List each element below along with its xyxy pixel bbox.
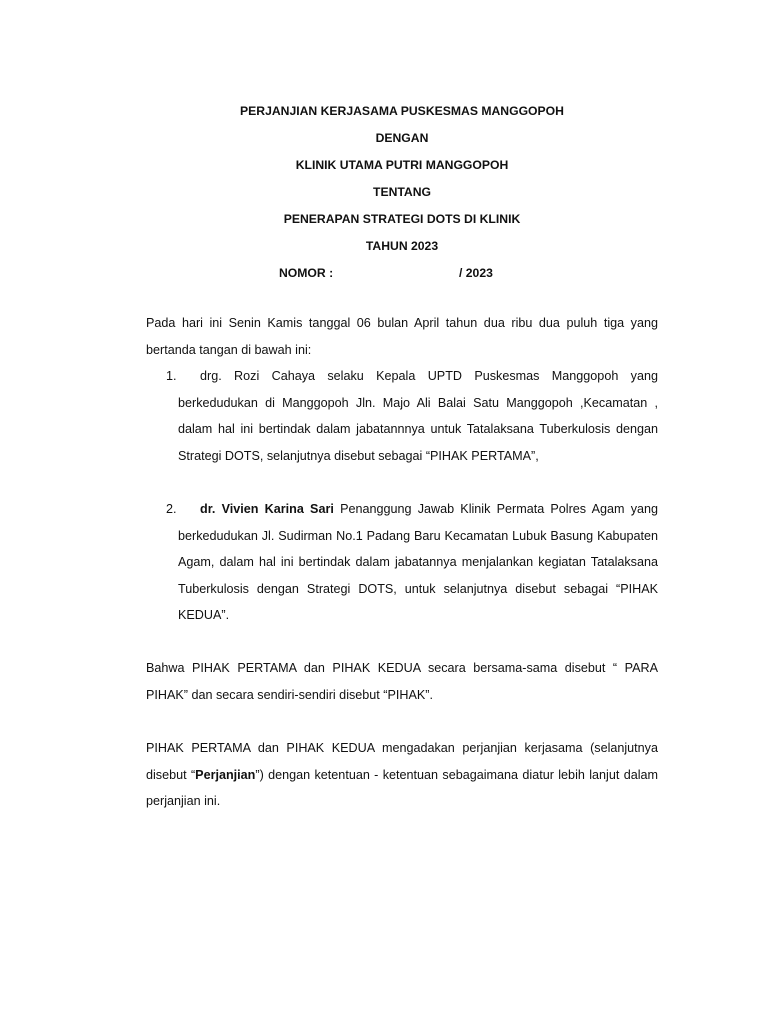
title-line-1: PERJANJIAN KERJASAMA PUSKESMAS MANGGOPOH (240, 104, 564, 118)
closing-text-after: ”) dengan ketentuan - ketentuan sebagaimana diatur lebih lanjut dalam perjanjian ini. (146, 767, 658, 809)
party-text (178, 496, 658, 629)
intro-paragraph: Pada hari ini Senin Kamis tanggal 06 bulan April tahun dua ribu dua puluh tiga yang bertanda tangan di bawah ini: (146, 316, 658, 357)
nomor-label: NOMOR : (279, 266, 334, 280)
title-line-5: PENERAPAN STRATEGI DOTS DI KLINIK (283, 212, 521, 226)
party-number: 1. (166, 369, 177, 383)
title-line-4: TENTANG (373, 185, 431, 199)
party-name: dr. Vivien Karina Sari (200, 502, 334, 516)
closing-text-before: PIHAK PERTAMA dan PIHAK KEDUA mengadakan perjanjian kerjasama (selanjutnya disebut “ (146, 741, 658, 782)
title-line-2: DENGAN (375, 131, 429, 145)
party-description: Penanggung Jawab Klinik Permata Polres Agam yang berkedudukan Jl. Sudirman No.1 Padang Baru Kecamatan Lubuk Basung Kabupaten Agam, dalam hal ini bertindak dalam jabatannya menjalankan kegiatan Tatalaksana Tuberkulosis dengan Strategi DOTS, untuk selanjutnya disebut sebagai “PIHAK KEDUA”. (178, 502, 659, 623)
closing-bold-term: Perjanjian (195, 767, 256, 782)
closing-paragraph (146, 735, 658, 815)
nomor-year: / 2023 (459, 266, 493, 280)
party-number: 2. (166, 502, 177, 516)
title-line-6: TAHUN 2023 (365, 239, 439, 253)
para-pihak-paragraph: Bahwa PIHAK PERTAMA dan PIHAK KEDUA secara bersama-sama disebut “ PARA PIHAK” dan secara sendiri-sendiri disebut “PIHAK”. (146, 661, 658, 702)
title-line-3: KLINIK UTAMA PUTRI MANGGOPOH (295, 158, 509, 172)
party-text: drg. Rozi Cahaya selaku Kepala UPTD Puskesmas Manggopoh yang berkedudukan di Manggopoh Jln. Majo Ali Balai Satu Manggopoh ,Kecamatan , dalam hal ini bertindak dalam jabatannnya untuk Tatalaksana Tuberkulosis dengan Strategi DOTS, selanjutnya disebut sebagai “PIHAK PERTAMA”, (178, 369, 658, 463)
